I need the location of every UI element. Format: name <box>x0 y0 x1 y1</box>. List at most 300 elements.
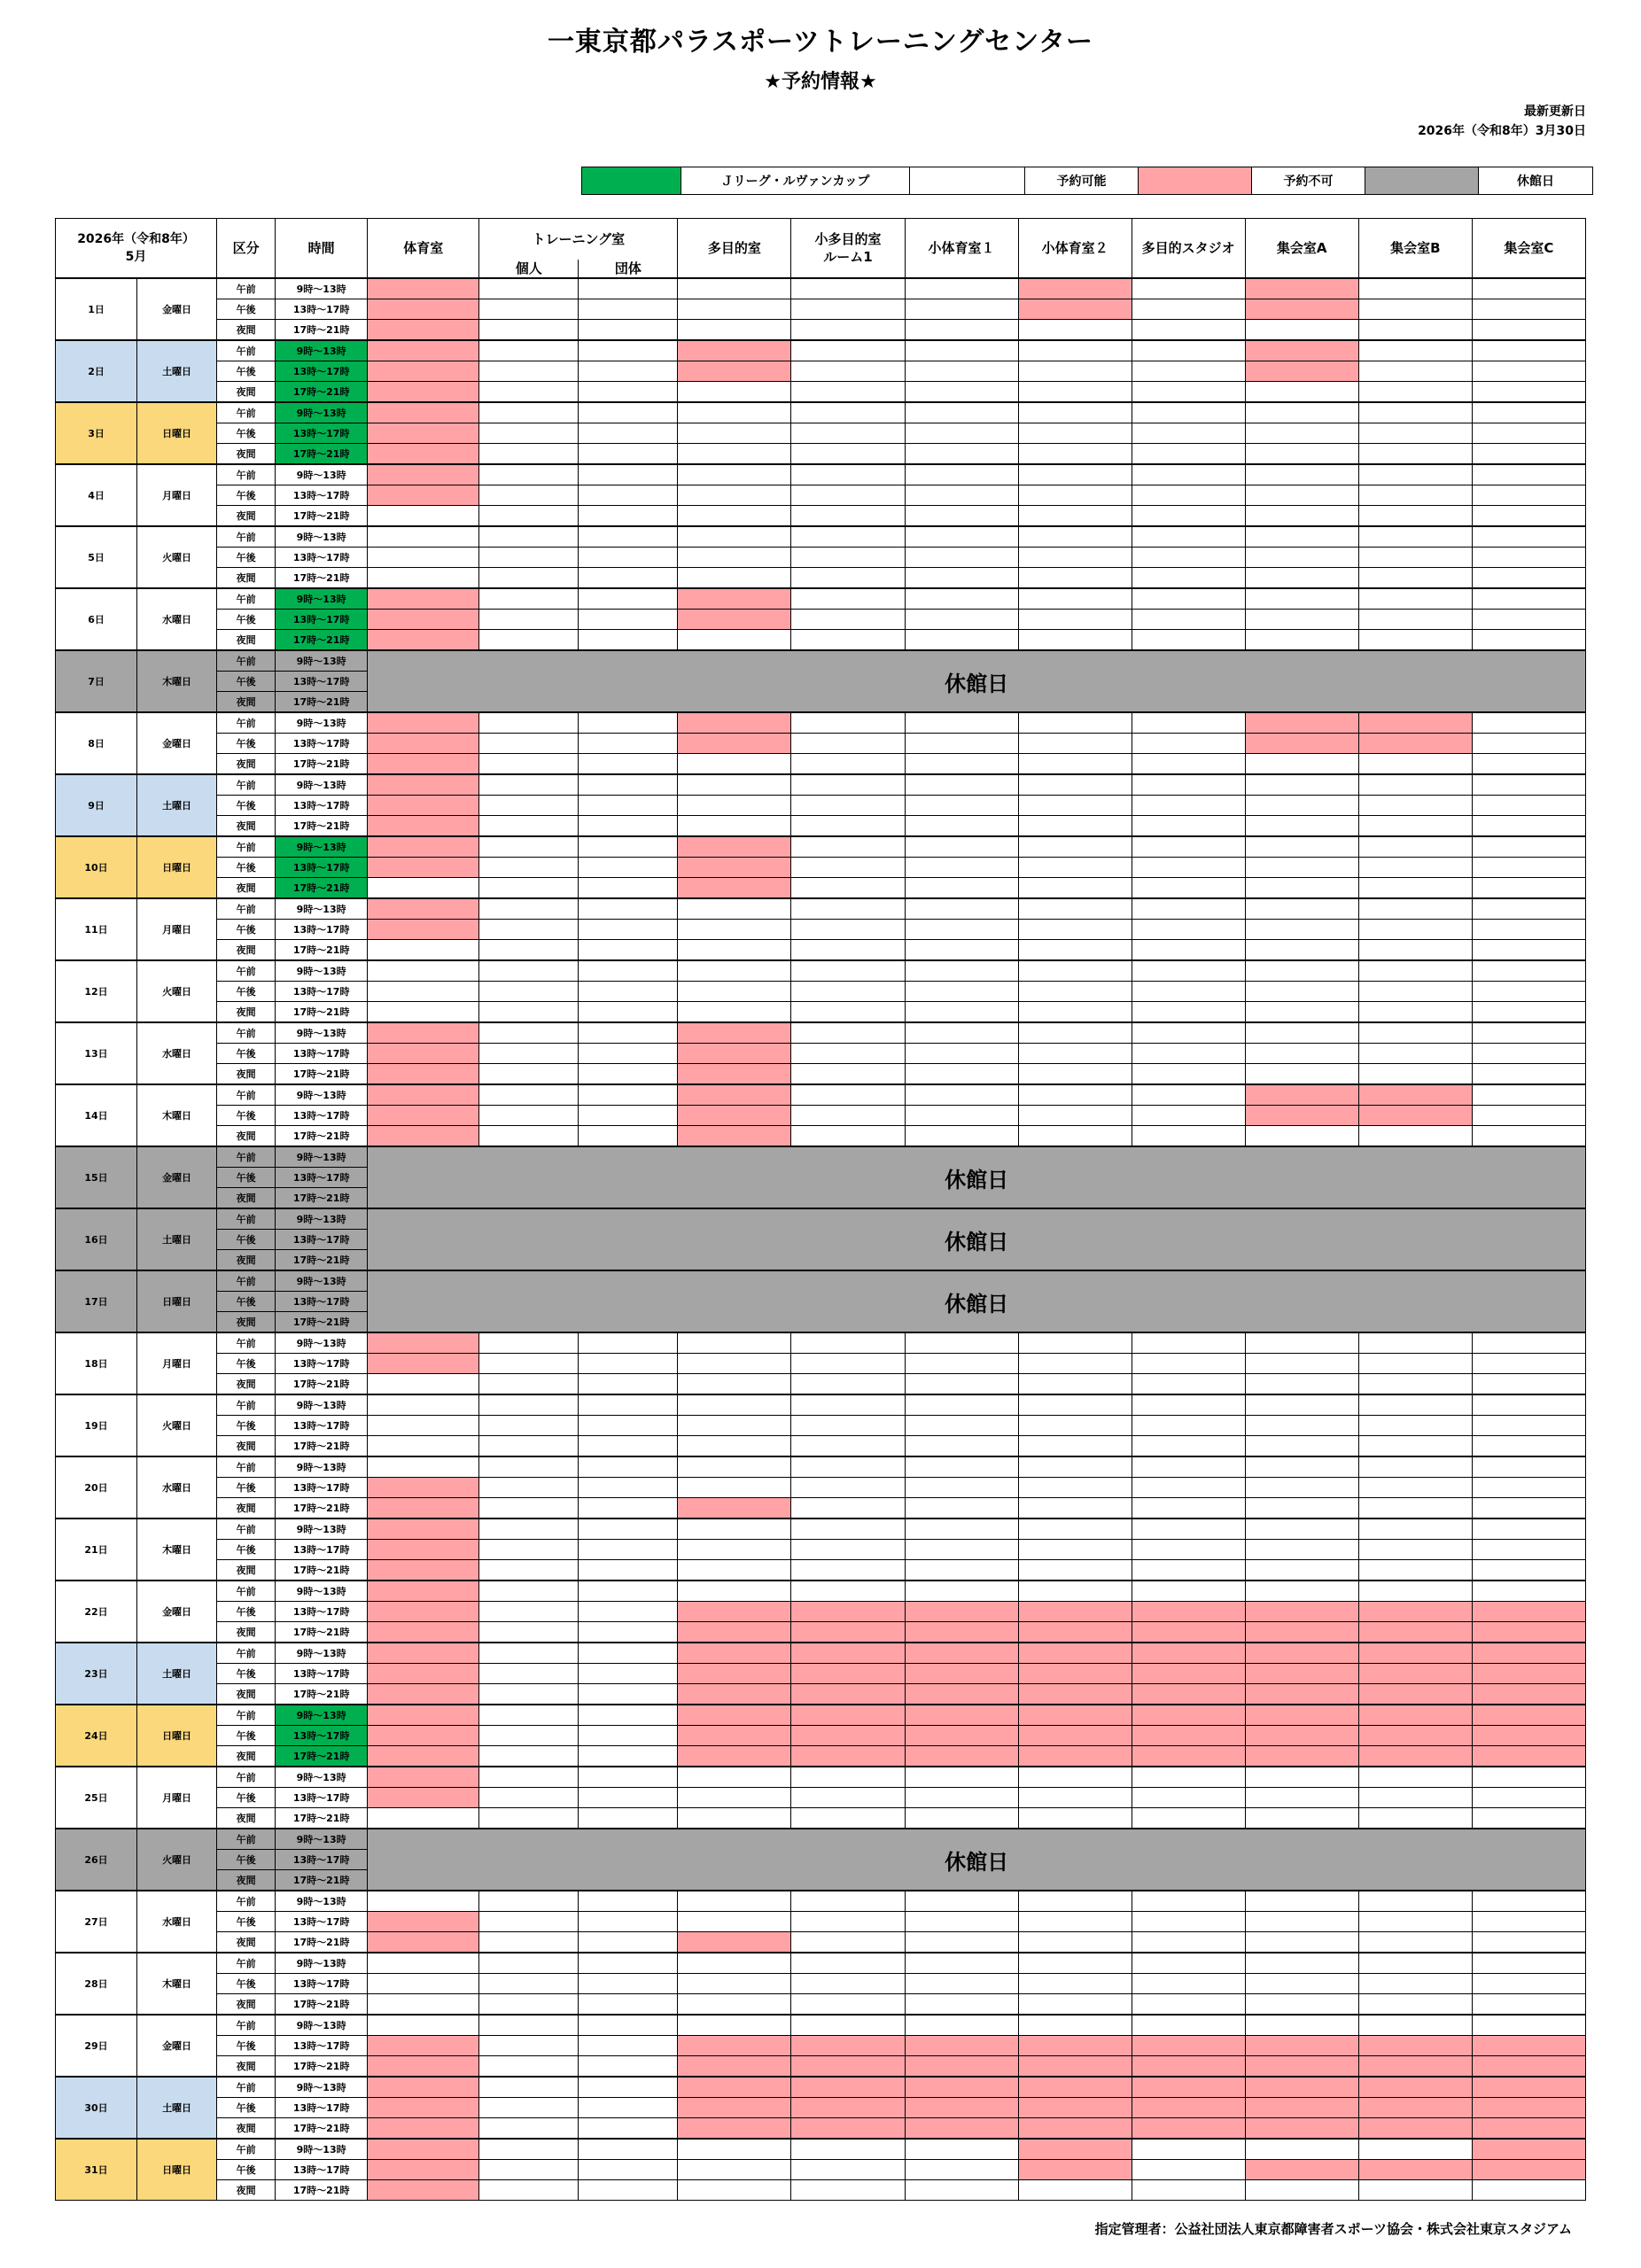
slot-meeting-c-available <box>1472 1436 1585 1457</box>
slot-training-individual-available <box>479 2180 579 2201</box>
slot-meeting-a-unavailable <box>1245 1622 1358 1643</box>
slot-meeting-a-available <box>1245 506 1358 527</box>
slot-studio-available <box>1132 361 1245 382</box>
slot-meeting-b-available <box>1358 2139 1472 2160</box>
slot-small-gym-1-available <box>905 610 1018 630</box>
slot-meeting-b-unavailable <box>1358 1643 1472 1664</box>
table-row <box>56 1932 1586 1953</box>
slot-meeting-a-available <box>1245 1767 1358 1788</box>
slot-small-multipurpose-available <box>791 1518 905 1540</box>
period-category: 午前 <box>217 464 276 485</box>
slot-meeting-b-available <box>1358 898 1472 920</box>
slot-small-multipurpose-available <box>791 588 905 610</box>
slot-training-individual-available <box>479 1581 579 1602</box>
slot-small-multipurpose-available <box>791 1332 905 1354</box>
period-category: 午前 <box>217 898 276 920</box>
slot-meeting-c-available <box>1472 610 1585 630</box>
slot-training-individual-available <box>479 796 579 816</box>
slot-training-group-available <box>579 1084 678 1106</box>
slot-meeting-c-available <box>1472 878 1585 899</box>
slot-gym-unavailable <box>368 898 479 920</box>
slot-meeting-c-available <box>1472 506 1585 527</box>
slot-small-gym-2-unavailable <box>1018 1705 1132 1726</box>
slot-small-gym-2-available <box>1018 982 1132 1002</box>
slot-meeting-a-available <box>1245 774 1358 796</box>
slot-training-individual-available <box>479 1540 579 1560</box>
period-time: 13時～17時 <box>276 1354 368 1374</box>
slot-meeting-a-available <box>1245 858 1358 878</box>
slot-small-gym-1-available <box>905 712 1018 734</box>
slot-training-group-available <box>579 1953 678 1974</box>
slot-multipurpose-available <box>678 299 791 320</box>
room-header-meeting-b: 集会室B <box>1358 219 1472 279</box>
slot-meeting-c-available <box>1472 2015 1585 2036</box>
slot-multipurpose-unavailable <box>678 2056 791 2078</box>
slot-training-individual-available <box>479 1354 579 1374</box>
period-time: 9時～13時 <box>276 402 368 423</box>
slot-studio-available <box>1132 1106 1245 1126</box>
period-time: 13時～17時 <box>276 2098 368 2118</box>
slot-studio-available <box>1132 485 1245 506</box>
period-category: 夜間 <box>217 1312 276 1333</box>
period-category: 夜間 <box>217 1188 276 1209</box>
slot-gym-unavailable <box>368 796 479 816</box>
slot-small-gym-1-available <box>905 278 1018 299</box>
slot-gym-available <box>368 982 479 1002</box>
period-category: 午前 <box>217 1394 276 1416</box>
slot-multipurpose-available <box>678 485 791 506</box>
table-row <box>56 1146 1586 1168</box>
slot-gym-available <box>368 568 479 589</box>
slot-training-individual-available <box>479 754 579 775</box>
slot-training-group-available <box>579 423 678 444</box>
period-time: 13時～17時 <box>276 1478 368 1498</box>
slot-meeting-b-available <box>1358 796 1472 816</box>
slot-small-gym-2-available <box>1018 402 1132 423</box>
slot-gym-unavailable <box>368 2180 479 2201</box>
slot-meeting-c-available <box>1472 1767 1585 1788</box>
slot-small-gym-2-unavailable <box>1018 2077 1132 2098</box>
slot-small-multipurpose-available <box>791 526 905 548</box>
legend <box>581 167 1593 195</box>
slot-multipurpose-unavailable <box>678 878 791 899</box>
slot-small-gym-1-unavailable <box>905 1664 1018 1684</box>
slot-meeting-a-unavailable <box>1245 1643 1358 1664</box>
slot-meeting-b-available <box>1358 278 1472 299</box>
period-time: 17時～21時 <box>276 878 368 899</box>
slot-training-individual-available <box>479 1891 579 1912</box>
day-date: 3日 <box>56 402 137 464</box>
slot-small-gym-1-available <box>905 1994 1018 2016</box>
slot-training-group-available <box>579 382 678 403</box>
slot-gym-available <box>368 506 479 527</box>
slot-multipurpose-available <box>678 1002 791 1023</box>
day-date: 21日 <box>56 1518 137 1581</box>
slot-training-individual-available <box>479 1064 579 1085</box>
slot-studio-available <box>1132 1912 1245 1932</box>
slot-training-group-available <box>579 1891 678 1912</box>
slot-small-gym-2-available <box>1018 548 1132 568</box>
slot-meeting-c-unavailable <box>1472 2036 1585 2056</box>
slot-small-gym-2-available <box>1018 1064 1132 1085</box>
slot-multipurpose-unavailable <box>678 1705 791 1726</box>
slot-meeting-a-available <box>1245 2139 1358 2160</box>
period-category: 夜間 <box>217 1498 276 1519</box>
slot-small-gym-2-available <box>1018 2180 1132 2201</box>
slot-training-individual-available <box>479 2056 579 2078</box>
period-time: 17時～21時 <box>276 1374 368 1395</box>
table-row <box>56 774 1586 796</box>
period-category: 午後 <box>217 610 276 630</box>
slot-small-gym-1-available <box>905 1374 1018 1395</box>
period-category: 午前 <box>217 2015 276 2036</box>
slot-training-individual-available <box>479 712 579 734</box>
slot-small-gym-1-available <box>905 1932 1018 1953</box>
day-date: 30日 <box>56 2077 137 2139</box>
slot-small-multipurpose-available <box>791 2015 905 2036</box>
slot-small-multipurpose-available <box>791 754 905 775</box>
slot-small-gym-2-unavailable <box>1018 2056 1132 2078</box>
slot-small-multipurpose-available <box>791 548 905 568</box>
period-time: 17時～21時 <box>276 2056 368 2078</box>
slot-small-gym-1-available <box>905 898 1018 920</box>
slot-gym-unavailable <box>368 630 479 651</box>
slot-training-individual-available <box>479 1332 579 1354</box>
slot-training-group-available <box>579 1912 678 1932</box>
table-row <box>56 982 1586 1002</box>
page-subtitle: ★予約情報★ <box>764 71 877 93</box>
slot-small-gym-2-available <box>1018 1354 1132 1374</box>
closed-day-label: 休館日 <box>368 1270 1586 1332</box>
slot-training-individual-available <box>479 1953 579 1974</box>
slot-gym-unavailable <box>368 1022 479 1044</box>
slot-meeting-a-available <box>1245 1064 1358 1085</box>
day-date: 14日 <box>56 1084 137 1146</box>
slot-training-group-available <box>579 754 678 775</box>
slot-multipurpose-available <box>678 506 791 527</box>
slot-gym-unavailable <box>368 816 479 837</box>
slot-small-gym-1-available <box>905 1394 1018 1416</box>
slot-small-multipurpose-available <box>791 1953 905 1974</box>
slot-small-gym-1-available <box>905 754 1018 775</box>
table-row <box>56 816 1586 837</box>
period-category: 午前 <box>217 1518 276 1540</box>
slot-meeting-c-available <box>1472 982 1585 1002</box>
slot-training-group-available <box>579 960 678 982</box>
slot-training-group-available <box>579 774 678 796</box>
slot-small-gym-2-available <box>1018 1788 1132 1808</box>
table-row <box>56 548 1586 568</box>
room-header-meeting-c: 集会室C <box>1472 219 1585 279</box>
slot-small-gym-1-available <box>905 734 1018 754</box>
table-row <box>56 650 1586 672</box>
slot-gym-unavailable <box>368 1726 479 1746</box>
closed-day-label: 休館日 <box>368 1208 1586 1270</box>
period-category: 午後 <box>217 299 276 320</box>
slot-small-multipurpose-available <box>791 1891 905 1912</box>
slot-meeting-a-unavailable <box>1245 2056 1358 2078</box>
slot-studio-available <box>1132 1044 1245 1064</box>
day-of-week: 土曜日 <box>137 340 217 402</box>
slot-meeting-b-available <box>1358 940 1472 961</box>
slot-meeting-a-unavailable <box>1245 2036 1358 2056</box>
slot-meeting-a-unavailable <box>1245 712 1358 734</box>
slot-small-gym-1-available <box>905 1788 1018 1808</box>
slot-studio-available <box>1132 960 1245 982</box>
period-time: 13時～17時 <box>276 920 368 940</box>
slot-meeting-a-available <box>1245 320 1358 341</box>
slot-small-gym-2-available <box>1018 1022 1132 1044</box>
slot-small-gym-2-available <box>1018 858 1132 878</box>
period-time: 9時～13時 <box>276 712 368 734</box>
slot-meeting-c-unavailable <box>1472 1643 1585 1664</box>
slot-small-gym-2-available <box>1018 1332 1132 1354</box>
slot-meeting-c-available <box>1472 754 1585 775</box>
day-date: 15日 <box>56 1146 137 1208</box>
slot-small-gym-1-available <box>905 526 1018 548</box>
day-of-week: 木曜日 <box>137 1953 217 2015</box>
table-row <box>56 1518 1586 1540</box>
day-date: 18日 <box>56 1332 137 1394</box>
period-category: 夜間 <box>217 1808 276 1829</box>
slot-meeting-c-unavailable <box>1472 2118 1585 2140</box>
slot-training-group-available <box>579 340 678 361</box>
slot-gym-available <box>368 1891 479 1912</box>
slot-meeting-c-available <box>1472 940 1585 961</box>
slot-small-multipurpose-available <box>791 960 905 982</box>
period-time: 13時～17時 <box>276 361 368 382</box>
time-header: 時間 <box>276 219 368 279</box>
slot-training-group-available <box>579 568 678 589</box>
table-row <box>56 1622 1586 1643</box>
slot-gym-unavailable <box>368 1332 479 1354</box>
period-time: 13時～17時 <box>276 1912 368 1932</box>
slot-training-group-available <box>579 816 678 837</box>
period-time: 9時～13時 <box>276 774 368 796</box>
slot-meeting-c-available <box>1472 1394 1585 1416</box>
slot-training-individual-available <box>479 1416 579 1436</box>
period-time: 9時～13時 <box>276 1022 368 1044</box>
slot-meeting-c-available <box>1472 836 1585 858</box>
slot-small-gym-1-available <box>905 1518 1018 1540</box>
slot-training-individual-available <box>479 1932 579 1953</box>
period-time: 13時～17時 <box>276 548 368 568</box>
day-of-week: 日曜日 <box>137 1270 217 1332</box>
slot-training-group-available <box>579 1581 678 1602</box>
slot-small-multipurpose-available <box>791 1084 905 1106</box>
period-category: 午後 <box>217 1478 276 1498</box>
slot-gym-unavailable <box>368 2036 479 2056</box>
period-time: 13時～17時 <box>276 734 368 754</box>
day-of-week: 火曜日 <box>137 960 217 1022</box>
slot-multipurpose-available <box>678 526 791 548</box>
slot-small-multipurpose-available <box>791 858 905 878</box>
slot-training-group-available <box>579 1394 678 1416</box>
slot-meeting-a-available <box>1245 960 1358 982</box>
slot-small-gym-1-unavailable <box>905 2056 1018 2078</box>
period-category: 夜間 <box>217 630 276 651</box>
slot-small-gym-1-available <box>905 2139 1018 2160</box>
slot-training-group-available <box>579 1022 678 1044</box>
period-category: 午後 <box>217 1850 276 1870</box>
slot-multipurpose-unavailable <box>678 734 791 754</box>
slot-training-group-available <box>579 278 678 299</box>
slot-meeting-b-available <box>1358 1994 1472 2016</box>
slot-meeting-b-available <box>1358 1478 1472 1498</box>
slot-meeting-c-available <box>1472 464 1585 485</box>
slot-training-group-available <box>579 485 678 506</box>
slot-multipurpose-available <box>678 940 791 961</box>
slot-meeting-c-available <box>1472 734 1585 754</box>
slot-meeting-b-available <box>1358 1518 1472 1540</box>
table-row <box>56 1829 1586 1850</box>
table-row <box>56 2036 1586 2056</box>
slot-gym-unavailable <box>368 1643 479 1664</box>
legend-closed-swatch <box>1365 167 1479 194</box>
slot-training-individual-available <box>479 1002 579 1023</box>
slot-training-individual-available <box>479 774 579 796</box>
period-category: 午後 <box>217 672 276 692</box>
day-date: 25日 <box>56 1767 137 1829</box>
period-category: 夜間 <box>217 1870 276 1891</box>
slot-meeting-c-available <box>1472 278 1585 299</box>
slot-small-multipurpose-available <box>791 898 905 920</box>
slot-gym-available <box>368 878 479 899</box>
slot-meeting-a-available <box>1245 444 1358 465</box>
day-of-week: 日曜日 <box>137 402 217 464</box>
slot-meeting-b-unavailable <box>1358 1602 1472 1622</box>
period-category: 夜間 <box>217 568 276 589</box>
slot-meeting-a-unavailable <box>1245 1602 1358 1622</box>
slot-gym-unavailable <box>368 361 479 382</box>
table-row <box>56 2098 1586 2118</box>
slot-training-group-available <box>579 2036 678 2056</box>
slot-multipurpose-available <box>678 1788 791 1808</box>
slot-small-gym-2-unavailable <box>1018 1643 1132 1664</box>
slot-small-gym-1-available <box>905 1912 1018 1932</box>
period-category: 午前 <box>217 1705 276 1726</box>
period-time: 9時～13時 <box>276 278 368 299</box>
slot-gym-unavailable <box>368 588 479 610</box>
slot-meeting-b-available <box>1358 774 1472 796</box>
slot-small-gym-1-available <box>905 444 1018 465</box>
slot-training-individual-available <box>479 1746 579 1767</box>
slot-multipurpose-available <box>678 1953 791 1974</box>
slot-small-gym-2-available <box>1018 1126 1132 1147</box>
slot-small-gym-2-available <box>1018 712 1132 734</box>
slot-small-gym-1-available <box>905 1332 1018 1354</box>
slot-multipurpose-unavailable <box>678 1746 791 1767</box>
slot-studio-unavailable <box>1132 2036 1245 2056</box>
slot-small-gym-2-available <box>1018 920 1132 940</box>
slot-studio-available <box>1132 1891 1245 1912</box>
slot-multipurpose-available <box>678 568 791 589</box>
slot-gym-unavailable <box>368 1126 479 1147</box>
slot-small-gym-1-available <box>905 836 1018 858</box>
slot-meeting-a-available <box>1245 898 1358 920</box>
slot-multipurpose-unavailable <box>678 1498 791 1519</box>
slot-studio-available <box>1132 878 1245 899</box>
slot-meeting-b-available <box>1358 299 1472 320</box>
slot-small-gym-1-available <box>905 920 1018 940</box>
slot-meeting-b-available <box>1358 858 1472 878</box>
slot-training-group-available <box>579 836 678 858</box>
slot-multipurpose-available <box>678 1540 791 1560</box>
slot-small-gym-2-available <box>1018 630 1132 651</box>
slot-small-gym-2-available <box>1018 1974 1132 1994</box>
period-category: 夜間 <box>217 816 276 837</box>
slot-small-multipurpose-available <box>791 568 905 589</box>
slot-small-multipurpose-unavailable <box>791 1622 905 1643</box>
room-header-gym: 体育室 <box>368 219 479 279</box>
slot-small-gym-2-available <box>1018 1581 1132 1602</box>
slot-meeting-c-available <box>1472 402 1585 423</box>
slot-training-individual-available <box>479 382 579 403</box>
slot-multipurpose-available <box>678 444 791 465</box>
period-category: 午前 <box>217 712 276 734</box>
slot-training-individual-available <box>479 548 579 568</box>
period-category: 午前 <box>217 1581 276 1602</box>
period-time: 9時～13時 <box>276 340 368 361</box>
slot-meeting-a-available <box>1245 548 1358 568</box>
table-row <box>56 526 1586 548</box>
slot-multipurpose-unavailable <box>678 2098 791 2118</box>
table-row <box>56 1126 1586 1147</box>
period-category: 夜間 <box>217 1932 276 1953</box>
slot-gym-unavailable <box>368 1518 479 1540</box>
slot-meeting-b-available <box>1358 485 1472 506</box>
period-category: 午後 <box>217 1168 276 1188</box>
slot-multipurpose-available <box>678 1456 791 1478</box>
table-row <box>56 361 1586 382</box>
slot-multipurpose-unavailable <box>678 1126 791 1147</box>
day-of-week: 金曜日 <box>137 1146 217 1208</box>
period-time: 9時～13時 <box>276 1891 368 1912</box>
period-category: 夜間 <box>217 940 276 961</box>
slot-meeting-c-available <box>1472 382 1585 403</box>
table-row <box>56 1498 1586 1519</box>
slot-studio-available <box>1132 2015 1245 2036</box>
period-category: 午前 <box>217 1332 276 1354</box>
slot-meeting-c-available <box>1472 1808 1585 1829</box>
slot-small-gym-2-available <box>1018 382 1132 403</box>
slot-training-individual-available <box>479 1478 579 1498</box>
slot-meeting-a-available <box>1245 630 1358 651</box>
slot-training-individual-available <box>479 464 579 485</box>
slot-meeting-c-available <box>1472 1912 1585 1932</box>
slot-training-group-available <box>579 1705 678 1726</box>
slot-small-gym-2-available <box>1018 1478 1132 1498</box>
slot-training-individual-available <box>479 1498 579 1519</box>
period-category: 夜間 <box>217 320 276 341</box>
slot-meeting-b-available <box>1358 588 1472 610</box>
slot-studio-available <box>1132 712 1245 734</box>
slot-meeting-b-unavailable <box>1358 2160 1472 2180</box>
slot-gym-available <box>368 960 479 982</box>
slot-training-group-available <box>579 610 678 630</box>
period-category: 午前 <box>217 1022 276 1044</box>
slot-meeting-a-unavailable <box>1245 361 1358 382</box>
slot-multipurpose-available <box>678 1416 791 1436</box>
period-category: 午前 <box>217 1829 276 1850</box>
table-row <box>56 712 1586 734</box>
period-time: 13時～17時 <box>276 485 368 506</box>
slot-meeting-c-available <box>1472 960 1585 982</box>
slot-training-group-available <box>579 361 678 382</box>
slot-studio-available <box>1132 402 1245 423</box>
room-header-small-multipurpose: 小多目的室 ルーム1 <box>791 219 905 279</box>
period-time: 9時～13時 <box>276 898 368 920</box>
